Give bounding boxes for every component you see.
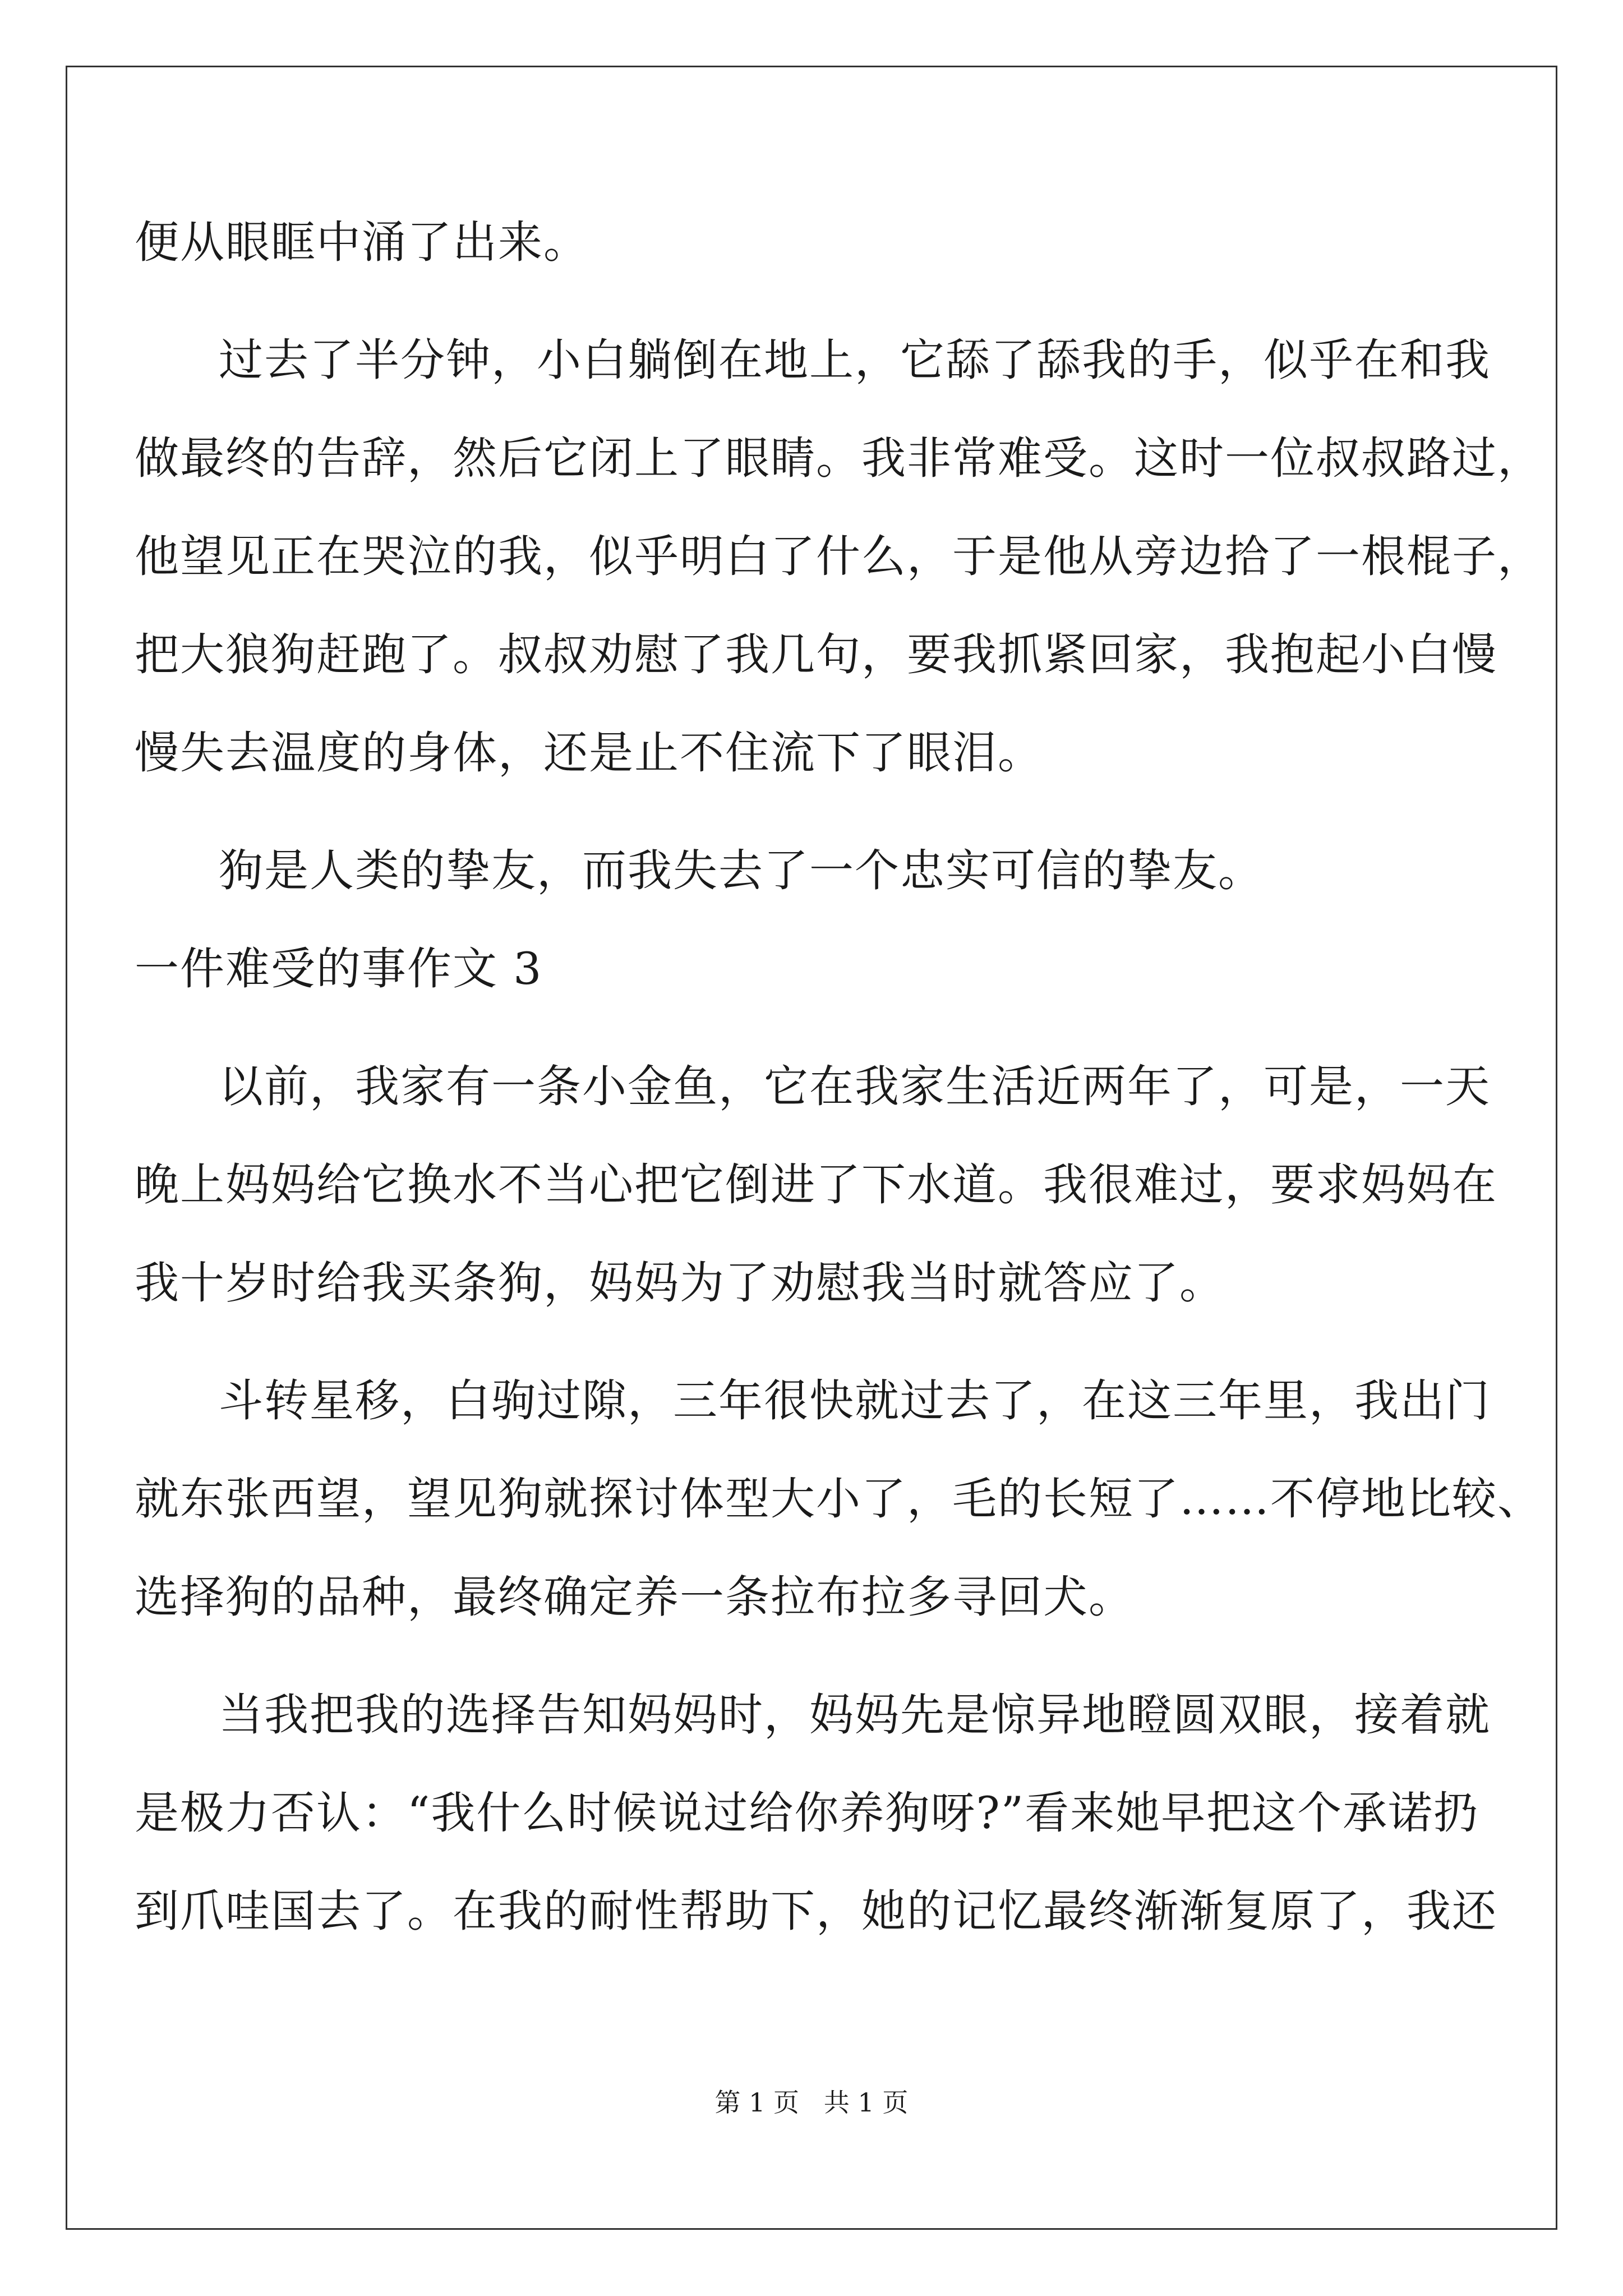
text-line: 到爪哇国去了。在我的耐性帮助下，她的记忆最终渐渐复原了，我还	[135, 1885, 1497, 1937]
paragraph-start: 过去了半分钟，小白躺倒在地上，它舔了舔我的手，似乎在和我	[219, 334, 1491, 386]
text-line: 把大狼狗赶跑了。叔叔劝慰了我几句，要我抓紧回家，我抱起小白慢	[135, 629, 1497, 680]
paragraph-start: 斗转星移，白驹过隙，三年很快就过去了，在这三年里，我出门	[219, 1375, 1491, 1427]
text-line: 便从眼眶中涌了出来。	[135, 217, 589, 268]
paragraph-start: 当我把我的选择告知妈妈时，妈妈先是惊异地瞪圆双眼，接着就	[219, 1689, 1491, 1741]
text-line: 就东张西望，望见狗就探讨体型大小了，毛的长短了……不停地比较、	[135, 1473, 1543, 1525]
text-line: 晚上妈妈给它换水不当心把它倒进了下水道。我很难过，要求妈妈在	[135, 1159, 1497, 1211]
document-body	[135, 0, 1543, 2132]
text-line: 做最终的告辞，然后它闭上了眼睛。我非常难受。这时一位叔叔路过，	[135, 432, 1543, 484]
section-heading: 一件难受的事作文 3	[135, 943, 543, 995]
text-line: 选择狗的品种，最终确定养一条拉布拉多寻回犬。	[135, 1571, 1134, 1623]
text-line: 他望见正在哭泣的我，似乎明白了什么，于是他从旁边拾了一根棍子，	[135, 531, 1543, 582]
page-number: 第 1 页 共 1 页	[714, 2087, 909, 2118]
paragraph-start: 狗是人类的挚友，而我失去了一个忠实可信的挚友。	[219, 845, 1264, 896]
text-line: 我十岁时给我买条狗，妈妈为了劝慰我当时就答应了。	[135, 1257, 1225, 1309]
text-line: 慢失去温度的身体，还是止不住流下了眼泪。	[135, 727, 1043, 779]
text-line: 是极力否认：“我什么时候说过给你养狗呀?”看来她早把这个承诺扔	[135, 1787, 1479, 1839]
paragraph-start: 以前，我家有一条小金鱼，它在我家生活近两年了，可是，一天	[219, 1061, 1491, 1112]
